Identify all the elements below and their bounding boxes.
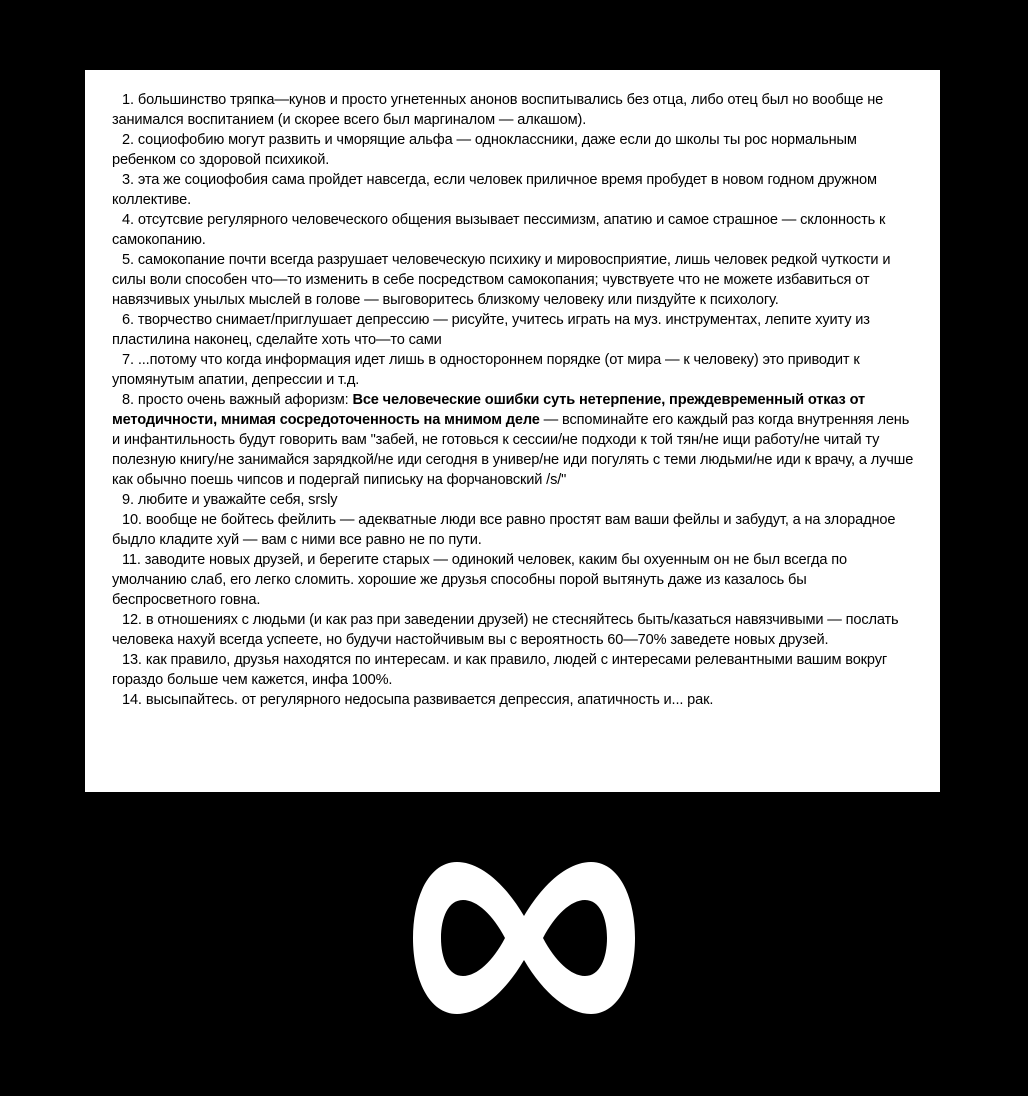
item-number: 5. (122, 252, 134, 268)
list-item (112, 610, 914, 650)
aphorism-bold: Все человеческие ошибки суть нетерпение, преждевременный отказ от методичности, мнимая сосредоточенность на мнимом деле (112, 392, 865, 428)
list-item (112, 350, 914, 390)
item-number: 14. (122, 692, 142, 708)
item-text: как правило, друзья находятся по интересам. и как правило, людей с интересами релевантными вашим вокруг гораздо больше чем кажется, инфа 100%. (112, 652, 888, 688)
item-text: самокопание почти всегда разрушает человеческую психику и мировосприятие, лишь человек редкой чуткости и силы воли способен что—то изменить в себе посредством самокопания; чувствуете что не можете избавиться от навязчивых унылых мыслей в голове — выговоритесь близкому человеку или пиздуйте к психологу. (112, 252, 891, 308)
infinity-icon (413, 862, 635, 1014)
item-number: 1. (122, 92, 134, 108)
list-item (112, 550, 914, 610)
list-item (112, 650, 914, 690)
text-panel (85, 70, 940, 792)
item-text: социофобию могут развить и чморящие альфа — одноклассники, даже если до школы ты рос нормальным ребенком со здоровой психикой. (112, 132, 857, 168)
item-number: 7. (122, 352, 134, 368)
item-text: любите и уважайте себя, srsly (137, 492, 338, 508)
list-item (112, 130, 914, 170)
item-number: 4. (122, 212, 134, 228)
list-item (112, 690, 914, 710)
item-text: отсутсвие регулярного человеческого общения вызывает пессимизм, апатию и самое страшное — склонность к самокопанию. (112, 212, 886, 248)
item-text: творчество снимает/приглушает депрессию — рисуйте, учитесь играть на муз. инструментах, лепите хуиту из пластилина наконец, сделайте хоть что—то сами (112, 312, 870, 348)
item-number: 8. (122, 392, 134, 408)
list-item (112, 510, 914, 550)
list-item (112, 390, 914, 490)
item-number: 3. (122, 172, 134, 188)
item-text: ...потому что когда информация идет лишь в одностороннем порядке (от мира — к человеку) это приводит к упомянутым апатии, депрессии и т.д. (112, 352, 860, 388)
list-item (112, 210, 914, 250)
item-text: вообще не бойтесь фейлить — адекватные люди все равно простят вам ваши фейлы и забудут, а на злорадное быдло кладите хуй — вам с ними все равно не по пути. (112, 512, 896, 548)
item-text: в отношениях с людьми (и как раз при заведении друзей) не стесняйтесь быть/казаться навязчивыми — послать человека нахуй всегда успеете, но будучи настойчивым вы с вероятность 60—70% заведете новых друзей. (112, 612, 899, 648)
item-text: заводите новых друзей, и берегите старых — одинокий человек, каким бы охуенным он не был всегда по умолчанию слаб, его легко сломить. хорошие же друзья способны порой вытянуть даже из казалось бы беспросветного говна. (112, 552, 847, 608)
item-number: 9. (122, 492, 134, 508)
list-item (112, 170, 914, 210)
list-item (112, 250, 914, 310)
item-text-post: — вспоминайте его каждый раз когда внутренняя лень и инфантильность будут говорить вам "забей, не готовься к сессии/не подходи к той тян/не ищи работу/не читай ту полезную книгу/не занимайся зарядкой/не иди сегодня в универ/не иди погулять с теми людьми/не иди к врачу, а лучше как обычно поешь чипсов и подергай пипиську на форчановский /s/" (112, 412, 914, 488)
list-item (112, 90, 914, 130)
advice-list (112, 90, 914, 710)
item-text-pre: просто очень важный афоризм: (137, 392, 353, 408)
item-number: 10. (122, 512, 142, 528)
list-item (112, 310, 914, 350)
item-number: 6. (122, 312, 134, 328)
item-number: 2. (122, 132, 134, 148)
item-number: 12. (122, 612, 142, 628)
item-number: 11. (122, 552, 141, 568)
item-text: эта же социофобия сама пройдет навсегда, если человек приличное время пробудет в новом годном дружном коллективе. (112, 172, 877, 208)
item-text: высыпайтесь. от регулярного недосыпа развивается депрессия, апатичность и... рак. (145, 692, 714, 708)
item-number: 13. (122, 652, 142, 668)
list-item (112, 490, 914, 510)
item-text: большинство тряпка—кунов и просто угнетенных анонов воспитывались без отца, либо отец был но вообще не занимался воспитанием (и скорее всего был маргиналом — алкашом). (112, 92, 884, 128)
